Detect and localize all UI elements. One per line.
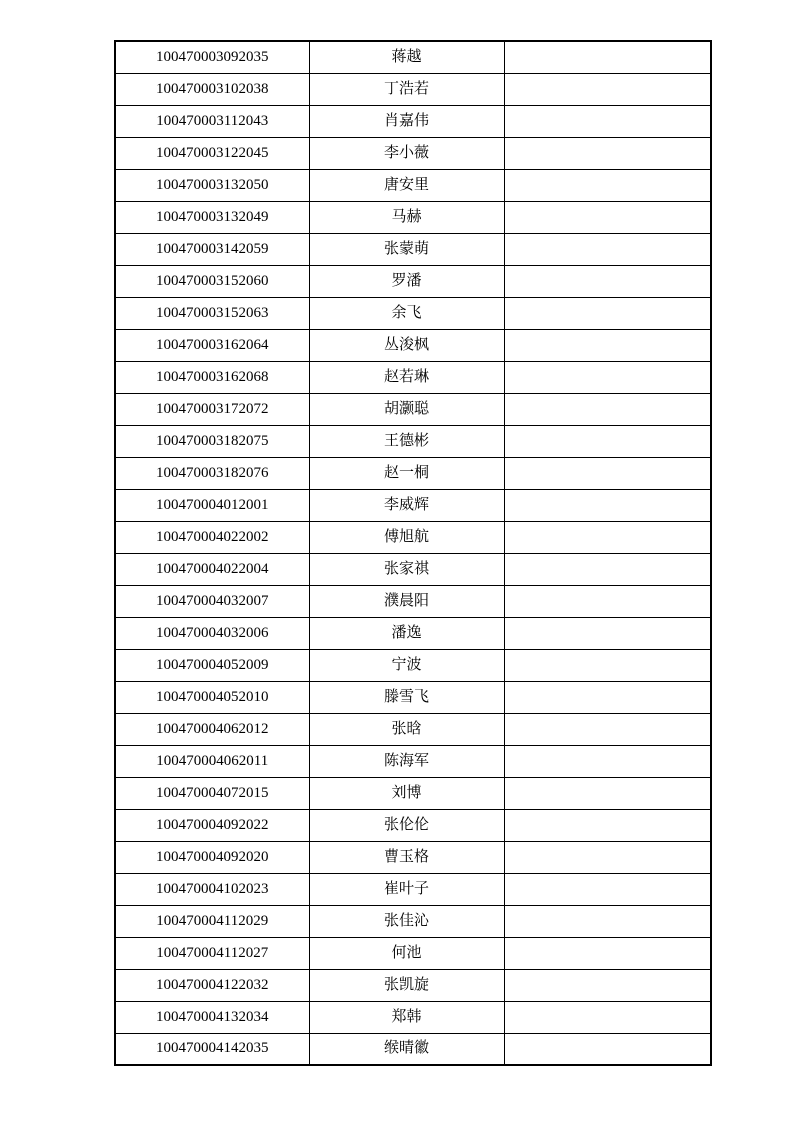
- blank-cell: [504, 361, 711, 393]
- blank-cell: [504, 841, 711, 873]
- name-cell: 濮晨阳: [309, 585, 504, 617]
- blank-cell: [504, 521, 711, 553]
- registration-number-cell: 100470004032006: [115, 617, 309, 649]
- blank-cell: [504, 905, 711, 937]
- blank-cell: [504, 393, 711, 425]
- registration-number-cell: 100470003132050: [115, 169, 309, 201]
- registration-number-cell: 100470004052010: [115, 681, 309, 713]
- name-cell: 郑韩: [309, 1001, 504, 1033]
- name-cell: 胡灏聪: [309, 393, 504, 425]
- name-cell: 潘逸: [309, 617, 504, 649]
- blank-cell: [504, 457, 711, 489]
- table-row: [115, 745, 711, 777]
- blank-cell: [504, 681, 711, 713]
- registration-number-cell: 100470004132034: [115, 1001, 309, 1033]
- registration-number-cell: 100470003092035: [115, 41, 309, 73]
- table-row: [115, 1033, 711, 1065]
- registration-number-cell: 100470003122045: [115, 137, 309, 169]
- blank-cell: [504, 41, 711, 73]
- blank-cell: [504, 329, 711, 361]
- name-cell: 李小薇: [309, 137, 504, 169]
- name-cell: 罗潘: [309, 265, 504, 297]
- blank-cell: [504, 489, 711, 521]
- registration-number-cell: 100470004012001: [115, 489, 309, 521]
- blank-cell: [504, 969, 711, 1001]
- registration-number-cell: 100470003132049: [115, 201, 309, 233]
- blank-cell: [504, 233, 711, 265]
- table-row: [115, 937, 711, 969]
- table-row: [115, 393, 711, 425]
- name-cell: 唐安里: [309, 169, 504, 201]
- table-row: [115, 649, 711, 681]
- table-row: [115, 873, 711, 905]
- blank-cell: [504, 201, 711, 233]
- registration-number-cell: 100470004072015: [115, 777, 309, 809]
- table-row: [115, 1001, 711, 1033]
- registration-number-cell: 100470003182075: [115, 425, 309, 457]
- name-cell: 刘博: [309, 777, 504, 809]
- blank-cell: [504, 873, 711, 905]
- blank-cell: [504, 585, 711, 617]
- name-cell: 蒋越: [309, 41, 504, 73]
- blank-cell: [504, 105, 711, 137]
- blank-cell: [504, 649, 711, 681]
- name-cell: 丁浩若: [309, 73, 504, 105]
- table-row: [115, 713, 711, 745]
- blank-cell: [504, 777, 711, 809]
- registration-number-cell: 100470004112029: [115, 905, 309, 937]
- table-row: [115, 201, 711, 233]
- table-row: [115, 585, 711, 617]
- blank-cell: [504, 73, 711, 105]
- registration-number-cell: 100470004052009: [115, 649, 309, 681]
- registration-number-cell: 100470004032007: [115, 585, 309, 617]
- registration-number-cell: 100470004062011: [115, 745, 309, 777]
- registration-number-cell: 100470003152063: [115, 297, 309, 329]
- registration-number-cell: 100470003162068: [115, 361, 309, 393]
- blank-cell: [504, 745, 711, 777]
- name-cell: 张家祺: [309, 553, 504, 585]
- table-row: [115, 105, 711, 137]
- name-cell: 何池: [309, 937, 504, 969]
- name-cell: 赵若琳: [309, 361, 504, 393]
- blank-cell: [504, 137, 711, 169]
- blank-cell: [504, 297, 711, 329]
- blank-cell: [504, 425, 711, 457]
- name-cell: 宁波: [309, 649, 504, 681]
- registration-number-cell: 100470003172072: [115, 393, 309, 425]
- table-row: [115, 265, 711, 297]
- name-cell: 李威辉: [309, 489, 504, 521]
- registration-number-cell: 100470004102023: [115, 873, 309, 905]
- registration-number-cell: 100470004022004: [115, 553, 309, 585]
- name-cell: 滕雪飞: [309, 681, 504, 713]
- table-row: [115, 553, 711, 585]
- name-cell: 崔叶子: [309, 873, 504, 905]
- table-row: [115, 809, 711, 841]
- table-row: [115, 137, 711, 169]
- table-row: [115, 969, 711, 1001]
- registration-number-cell: 100470003102038: [115, 73, 309, 105]
- table-row: [115, 41, 711, 73]
- registration-number-cell: 100470003142059: [115, 233, 309, 265]
- table-row: [115, 777, 711, 809]
- registration-number-cell: 100470004142035: [115, 1033, 309, 1065]
- blank-cell: [504, 169, 711, 201]
- registration-number-cell: 100470003182076: [115, 457, 309, 489]
- registration-number-cell: 100470004062012: [115, 713, 309, 745]
- table-row: [115, 521, 711, 553]
- name-cell: 马赫: [309, 201, 504, 233]
- table-row: [115, 73, 711, 105]
- roster-table-body: [115, 41, 711, 1065]
- registration-number-cell: 100470003152060: [115, 265, 309, 297]
- name-cell: 缑晴徽: [309, 1033, 504, 1065]
- table-row: [115, 617, 711, 649]
- name-cell: 余飞: [309, 297, 504, 329]
- name-cell: 张佳沁: [309, 905, 504, 937]
- blank-cell: [504, 809, 711, 841]
- table-row: [115, 361, 711, 393]
- blank-cell: [504, 1001, 711, 1033]
- table-row: [115, 905, 711, 937]
- table-row: [115, 233, 711, 265]
- blank-cell: [504, 1033, 711, 1065]
- name-cell: 张蒙萌: [309, 233, 504, 265]
- registration-number-cell: 100470003162064: [115, 329, 309, 361]
- name-cell: 张晗: [309, 713, 504, 745]
- table-row: [115, 489, 711, 521]
- table-row: [115, 297, 711, 329]
- blank-cell: [504, 265, 711, 297]
- name-cell: 王德彬: [309, 425, 504, 457]
- registration-number-cell: 100470003112043: [115, 105, 309, 137]
- name-cell: 曹玉格: [309, 841, 504, 873]
- blank-cell: [504, 713, 711, 745]
- table-row: [115, 169, 711, 201]
- name-cell: 陈海军: [309, 745, 504, 777]
- blank-cell: [504, 617, 711, 649]
- name-cell: 肖嘉伟: [309, 105, 504, 137]
- name-cell: 傅旭航: [309, 521, 504, 553]
- table-row: [115, 457, 711, 489]
- name-cell: 张伦伦: [309, 809, 504, 841]
- registration-number-cell: 100470004092022: [115, 809, 309, 841]
- registration-number-cell: 100470004122032: [115, 969, 309, 1001]
- name-cell: 张凯旋: [309, 969, 504, 1001]
- table-row: [115, 425, 711, 457]
- registration-number-cell: 100470004022002: [115, 521, 309, 553]
- registration-number-cell: 100470004092020: [115, 841, 309, 873]
- table-row: [115, 329, 711, 361]
- name-cell: 赵一桐: [309, 457, 504, 489]
- name-cell: 丛浚枫: [309, 329, 504, 361]
- roster-table: [114, 40, 712, 1066]
- blank-cell: [504, 553, 711, 585]
- registration-number-cell: 100470004112027: [115, 937, 309, 969]
- table-row: [115, 841, 711, 873]
- blank-cell: [504, 937, 711, 969]
- table-row: [115, 681, 711, 713]
